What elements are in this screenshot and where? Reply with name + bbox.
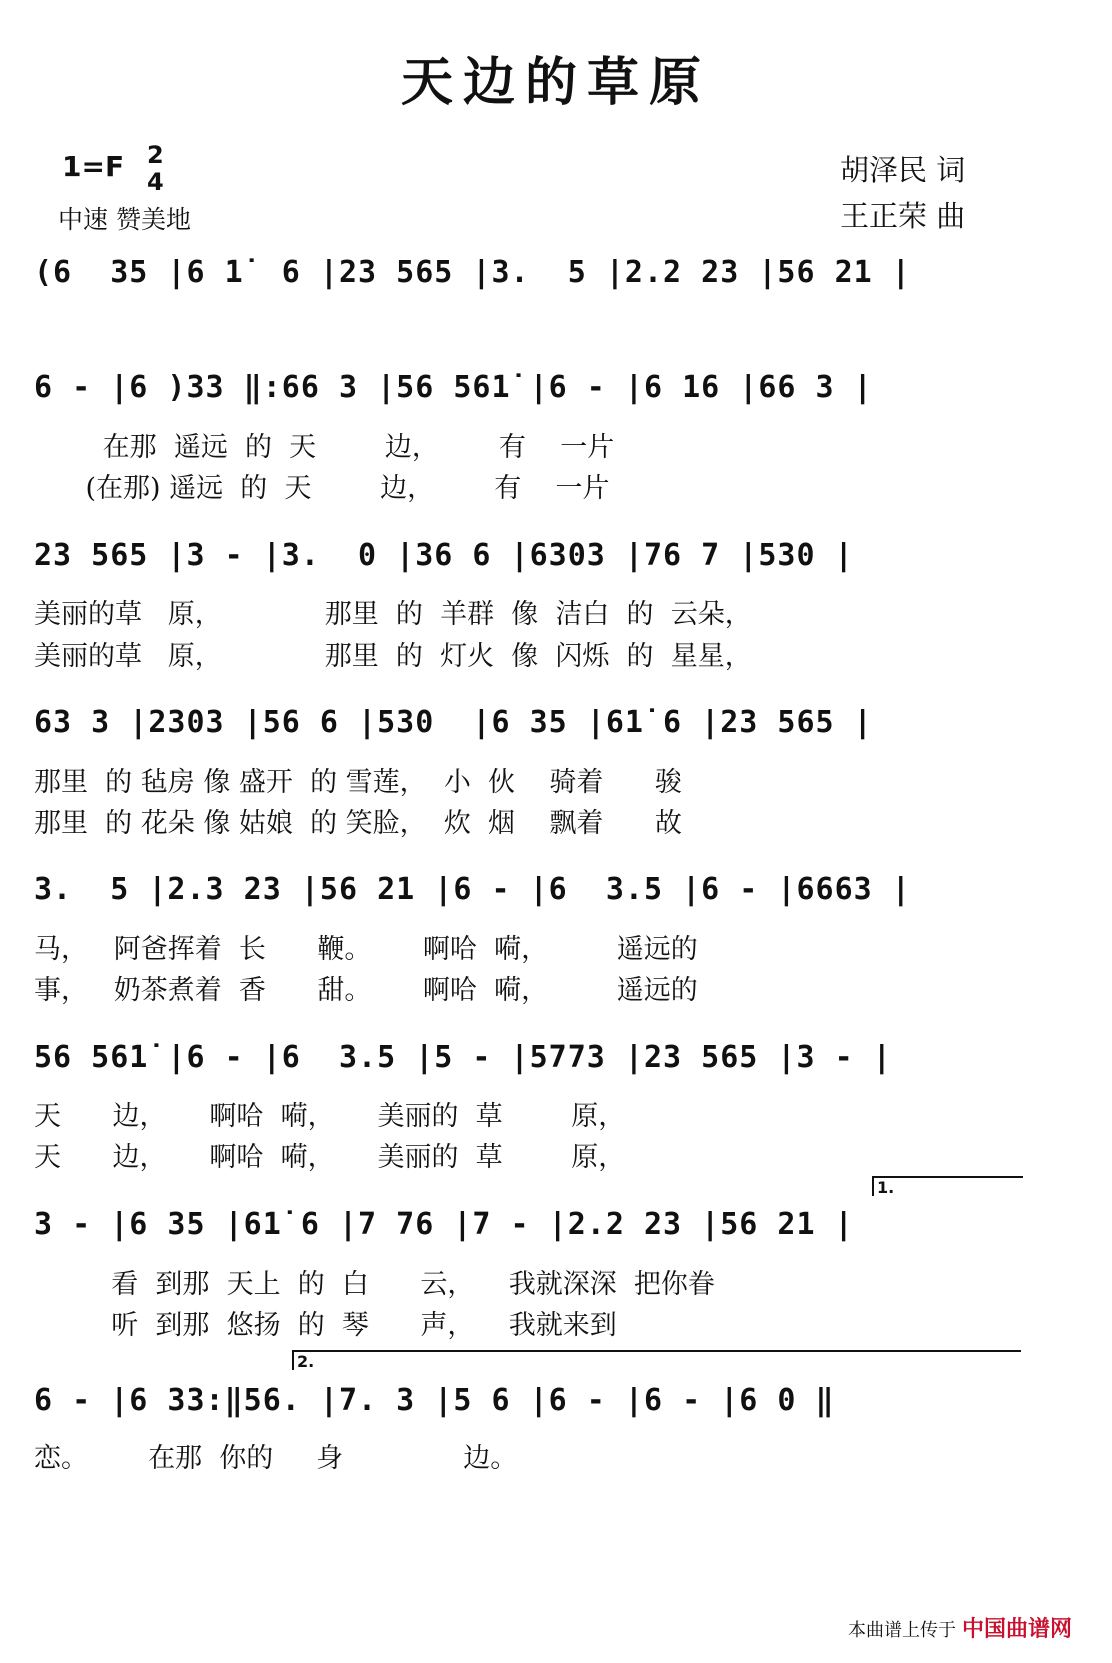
footer-credit: [848, 1612, 1072, 1643]
notes-line-1: (6 35 |6 1̇ 6 |23 565 |3. 5 |2.2 23 |56 21 |: [34, 255, 911, 290]
song-title: 天边的草原: [400, 52, 711, 113]
notes-line-2: 6 - |6 )33 ‖:66 3 |56 561̇ |6 - |6 16 |66 3 |: [34, 370, 873, 405]
lyric-line-2-verse-1: 在那 遥远 的 天 边， 有 一片: [34, 432, 615, 463]
notes-line-8: 6 - |6 33:‖56. |7. 3 |5 6 |6 - |6 - |6 0 ‖: [34, 1383, 835, 1418]
staff-line-7: [34, 1207, 1034, 1261]
tempo-marking: 中速 赞美地: [58, 205, 191, 234]
lyric-line-7-verse-1: 看 到那 天上 的 白 云， 我就深深 把你眷: [34, 1269, 715, 1300]
site-logo[interactable]: 中国曲谱网: [961, 1617, 1072, 1642]
time-signature-top: 2: [147, 141, 164, 169]
staff-line-6: [34, 1040, 1034, 1094]
notes-line-5: 3. 5 |2.3 23 |56 21 |6 - |6 3.5 |6 - |6663 |: [34, 872, 911, 907]
staff-line-3: [34, 538, 1034, 592]
lyric-line-3-verse-1: 美丽的草 原， 那里 的 羊群 像 洁白 的 云朵，: [34, 599, 752, 630]
staff-line-2: [34, 370, 1034, 424]
lyric-line-6-verse-2: 天 边， 啊哈 嗬， 美丽的 草 原，: [34, 1142, 626, 1173]
notes-line-7: 3 - |6 35 |61̇ 6 |7 76 |7 - |2.2 23 |56 21 |: [34, 1207, 854, 1242]
staff-line-5: [34, 872, 1034, 926]
volta-bracket-2: 2.: [292, 1350, 1021, 1370]
lyric-line-4-verse-1: 那里 的 毡房 像 盛开 的 雪莲， 小 伙 骑着 骏: [34, 767, 682, 798]
key-signature: 1=F: [62, 150, 125, 183]
lyric-line-8-verse-1: 恋。 在那 你的 身 边。: [34, 1443, 518, 1474]
lyric-line-3-verse-2: 美丽的草 原， 那里 的 灯火 像 闪烁 的 星星，: [34, 641, 752, 672]
composer-credit: 王正荣 曲: [840, 199, 966, 233]
notes-line-6: 56 561̇ |6 - |6 3.5 |5 - |5773 |23 565 |3 - |: [34, 1040, 892, 1075]
time-signature: [147, 142, 164, 196]
notes-line-3: 23 565 |3 - |3. 0 |36 6 |6303 |76 7 |530 |: [34, 538, 854, 573]
lyric-line-4-verse-2: 那里 的 花朵 像 姑娘 的 笑脸， 炊 烟 飘着 故: [34, 808, 682, 839]
lyric-line-7-verse-2: 听 到那 悠扬 的 琴 声， 我就来到: [34, 1310, 617, 1341]
time-signature-bottom: 4: [147, 168, 164, 196]
staff-line-1: [34, 255, 1034, 309]
lyricist-credit: 胡泽民 词: [840, 153, 966, 187]
staff-line-8: [34, 1383, 1034, 1437]
lyric-line-6-verse-1: 天 边， 啊哈 嗬， 美丽的 草 原，: [34, 1101, 626, 1132]
lyric-line-5-verse-1: 马， 阿爸挥着 长 鞭。 啊哈 嗬， 遥远的: [34, 934, 698, 965]
footer-text: 本曲谱上传于: [847, 1620, 956, 1641]
staff-line-4: [34, 705, 1034, 759]
volta-bracket-1: 1.: [872, 1176, 1023, 1196]
lyric-line-5-verse-2: 事， 奶茶煮着 香 甜。 啊哈 嗬， 遥远的: [34, 975, 698, 1006]
notes-line-4: 63 3 |2303 |56 6 |530 |6 35 |61̇ 6 |23 565 |: [34, 705, 873, 740]
lyric-line-2-verse-2: (在那) 遥远 的 天 边， 有 一片: [34, 473, 610, 504]
